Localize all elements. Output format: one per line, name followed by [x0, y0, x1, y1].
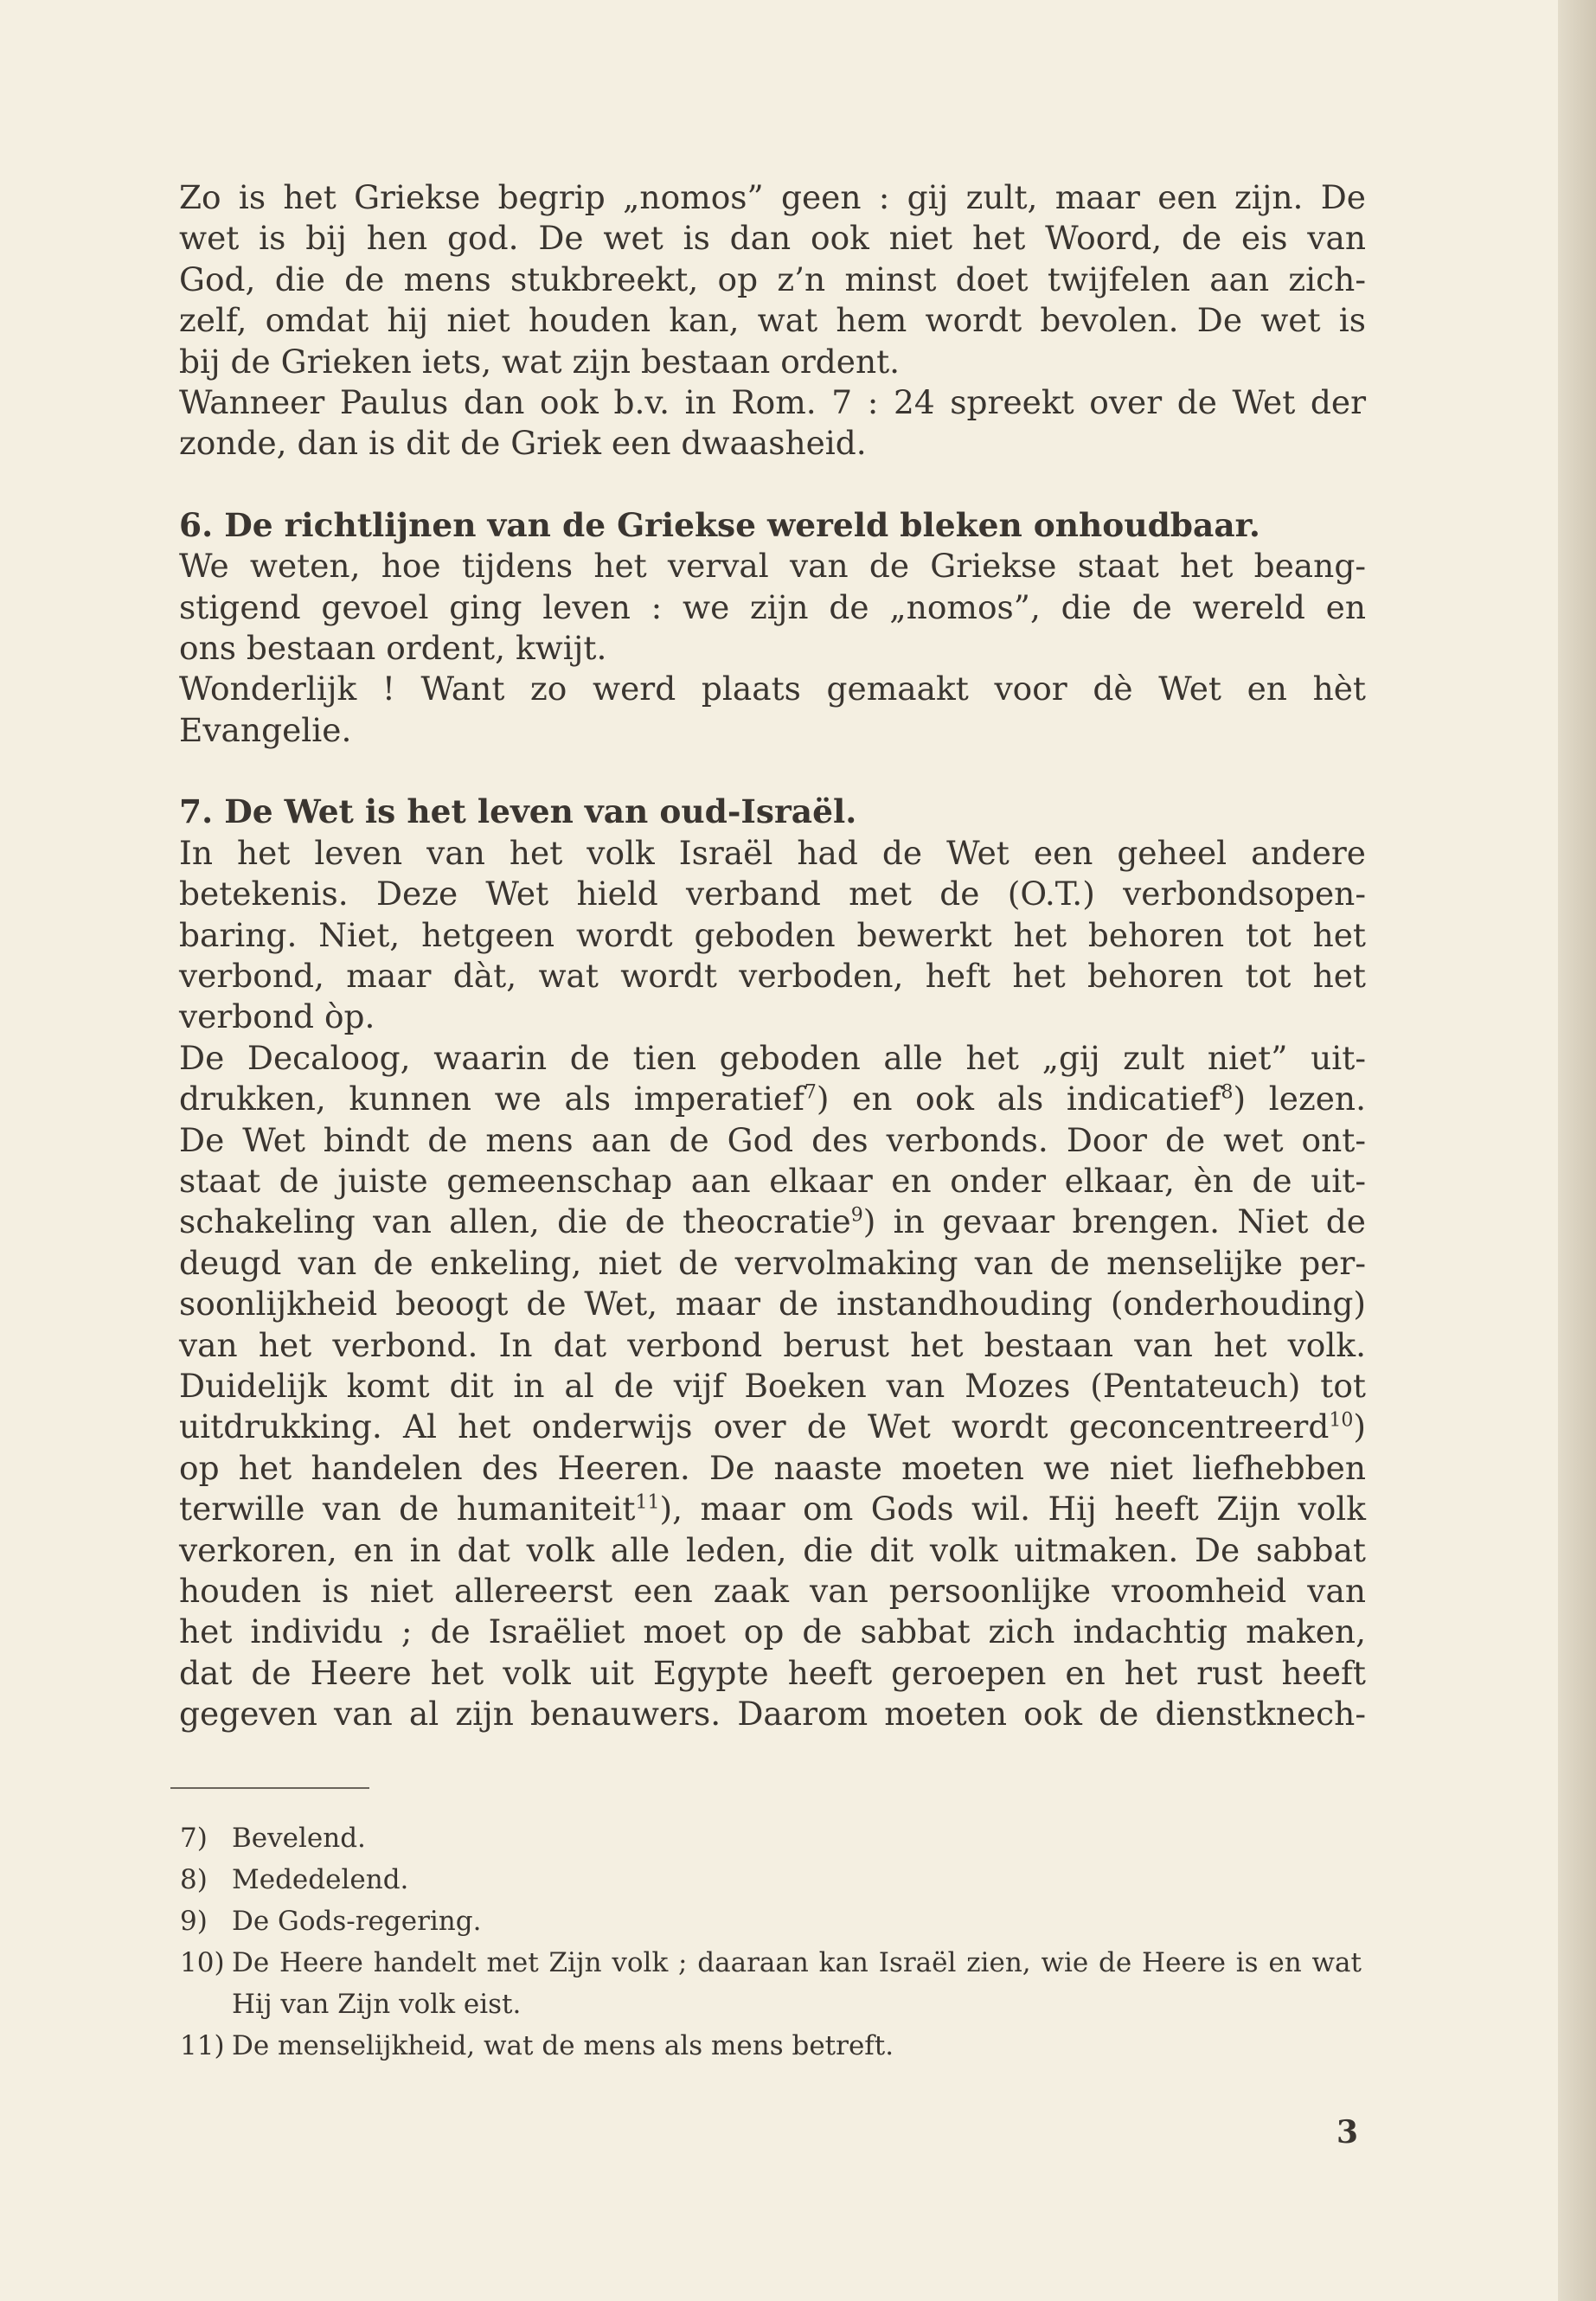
section-heading-6: 6. De richtlijnen van de Griekse wereld bleken onhoudbaar. [179, 505, 1260, 544]
footnote-ref-7: 7 [804, 1081, 817, 1104]
text-line: stigend gevoel ging leven : we zijn de „nomos”, die de wereld en [179, 587, 1366, 626]
section-heading-7: 7. De Wet is het leven van oud-Israël. [179, 792, 857, 831]
text-line: van het verbond. In dat verbond berust het bestaan van het volk. [179, 1325, 1366, 1364]
text-fragment: ) en ook als indicatief [816, 1080, 1221, 1118]
text-line: bij de Grieken iets, wat zijn bestaan ordent. [179, 342, 901, 381]
footnote-text: Mededelend. [232, 1864, 409, 1895]
text-line: zelf, omdat hij niet houden kan, wat hem wordt bevolen. De wet is [179, 301, 1366, 340]
text-line [179, 1407, 1366, 1447]
footnote-11 [180, 2025, 1362, 2067]
text-fragment: ), maar om Gods wil. Hij heeft Zijn volk [659, 1490, 1366, 1529]
footnote-number: 7) [180, 1823, 208, 1854]
text-line: houden is niet allereerst een zaak van persoonlijke vroomheid van [179, 1572, 1366, 1610]
paragraph-paulus [179, 382, 1366, 465]
text-fragment: ) in gevaar brengen. Niet de [862, 1202, 1366, 1241]
text-line: ons bestaan ordent, kwijt. [179, 629, 607, 668]
page-number: 3 [1336, 2114, 1359, 2150]
text-line: De Decaloog, waarin de tien geboden alle het „gij zult niet” uit- [179, 1038, 1366, 1077]
text-line: In het leven van het volk Israël had de Wet een geheel andere [179, 833, 1366, 872]
text-line: We weten, hoe tijdens het verval van de Griekse staat het beang- [179, 547, 1366, 586]
text-line: staat de juiste gemeenschap aan elkaar en onder elkaar, èn de uit- [179, 1161, 1366, 1200]
footnote-8 [180, 1859, 1362, 1900]
footnote-number: 9) [180, 1906, 208, 1937]
footnote-text: Bevelend. [232, 1823, 366, 1854]
text-fragment: ) [1353, 1407, 1366, 1446]
footnotes [180, 1817, 1362, 2067]
text-line: Evangelie. [179, 710, 352, 749]
footnote-number: 11) [180, 2030, 225, 2061]
footnote-ref-11: 11 [635, 1491, 660, 1514]
text-line: Wonderlijk ! Want zo werd plaats gemaakt voor dè Wet en hèt [179, 670, 1366, 708]
footnote-ref-8: 8 [1221, 1081, 1234, 1104]
text-fragment: schakeling van allen, die de theocratie [179, 1202, 851, 1241]
text-line: het individu ; de Israëliet moet op de sabbat zich indachtig maken, [179, 1612, 1366, 1651]
text-line: dat de Heere het volk uit Egypte heeft geroepen en het rust heeft [179, 1653, 1366, 1692]
footnote-number: 8) [180, 1864, 208, 1895]
text-line: verbond òp. [179, 997, 375, 1036]
footnote-9 [180, 1900, 1362, 1942]
paragraph-nomos [179, 177, 1366, 382]
text-line [179, 1202, 1366, 1242]
text-line: baring. Niet, hetgeen wordt geboden bewerkt het behoren tot het [179, 915, 1366, 954]
text-fragment: drukken, kunnen we als imperatief [179, 1080, 804, 1118]
text-line: Duidelijk komt dit in al de vijf Boeken van Mozes (Pentateuch) tot [179, 1366, 1366, 1405]
text-line: Wanneer Paulus dan ook b.v. in Rom. 7 : 24 spreekt over de Wet der [179, 383, 1366, 422]
text-line: deugd van de enkeling, niet de vervolmaking van de menselijke per- [179, 1243, 1366, 1282]
paragraph-wonderlijk [179, 669, 1366, 751]
text-line: gegeven van al zijn benauwers. Daarom moeten ook de dienstknech- [179, 1695, 1366, 1734]
text-line: soonlijkheid beoogt de Wet, maar de instandhouding (onderhouding) [179, 1285, 1366, 1324]
footnote-ref-9: 9 [850, 1204, 863, 1227]
footnote-10 [180, 1942, 1362, 2025]
footnote-7 [180, 1817, 1362, 1859]
text-line: De Wet bindt de mens aan de God des verbonds. Door de wet ont- [179, 1120, 1366, 1159]
footnote-divider [170, 1787, 369, 1789]
page-body [179, 177, 1366, 1735]
footnote-text: De Heere handelt met Zijn volk ; daaraan kan Israël zien, wie de Heere is en wat Hij van Zijn volk eist. [232, 1947, 1362, 2020]
footnote-ref-10: 10 [1329, 1409, 1354, 1432]
text-line: God, die de mens stukbreekt, op z’n minst doet twijfelen aan zich- [179, 260, 1366, 298]
text-line: op het handelen des Heeren. De naaste moeten we niet liefhebben [179, 1448, 1366, 1487]
text-fragment: terwille van de humaniteit [179, 1490, 636, 1529]
paragraph-israel [179, 833, 1366, 1038]
text-line [179, 1489, 1366, 1529]
text-fragment: ) lezen. [1233, 1080, 1367, 1118]
text-line: betekenis. Deze Wet hield verband met de (O.T.) verbondsopen- [179, 875, 1366, 913]
text-line: Zo is het Griekse begrip „nomos” geen : gij zult, maar een zijn. De [179, 178, 1366, 216]
footnote-number: 10) [180, 1947, 225, 1978]
paragraph-decaloog [179, 1038, 1366, 1735]
text-fragment: uitdrukking. Al het onderwijs over de Wet wordt geconcentreerd [179, 1407, 1330, 1446]
text-line: verbond, maar dàt, wat wordt verboden, heft het behoren tot het [179, 956, 1366, 995]
text-line: zonde, dan is dit de Griek een dwaasheid. [179, 424, 867, 463]
text-line [179, 1079, 1366, 1119]
paragraph-verval [179, 546, 1366, 669]
footnote-text: De menselijkheid, wat de mens als mens betreft. [232, 2030, 894, 2061]
text-line: wet is bij hen god. De wet is dan ook niet het Woord, de eis van [179, 219, 1366, 258]
text-line: verkoren, en in dat volk alle leden, die dit volk uitmaken. De sabbat [179, 1530, 1366, 1569]
page-edge-shadow [1558, 0, 1596, 2301]
footnote-text: De Gods-regering. [232, 1906, 482, 1937]
